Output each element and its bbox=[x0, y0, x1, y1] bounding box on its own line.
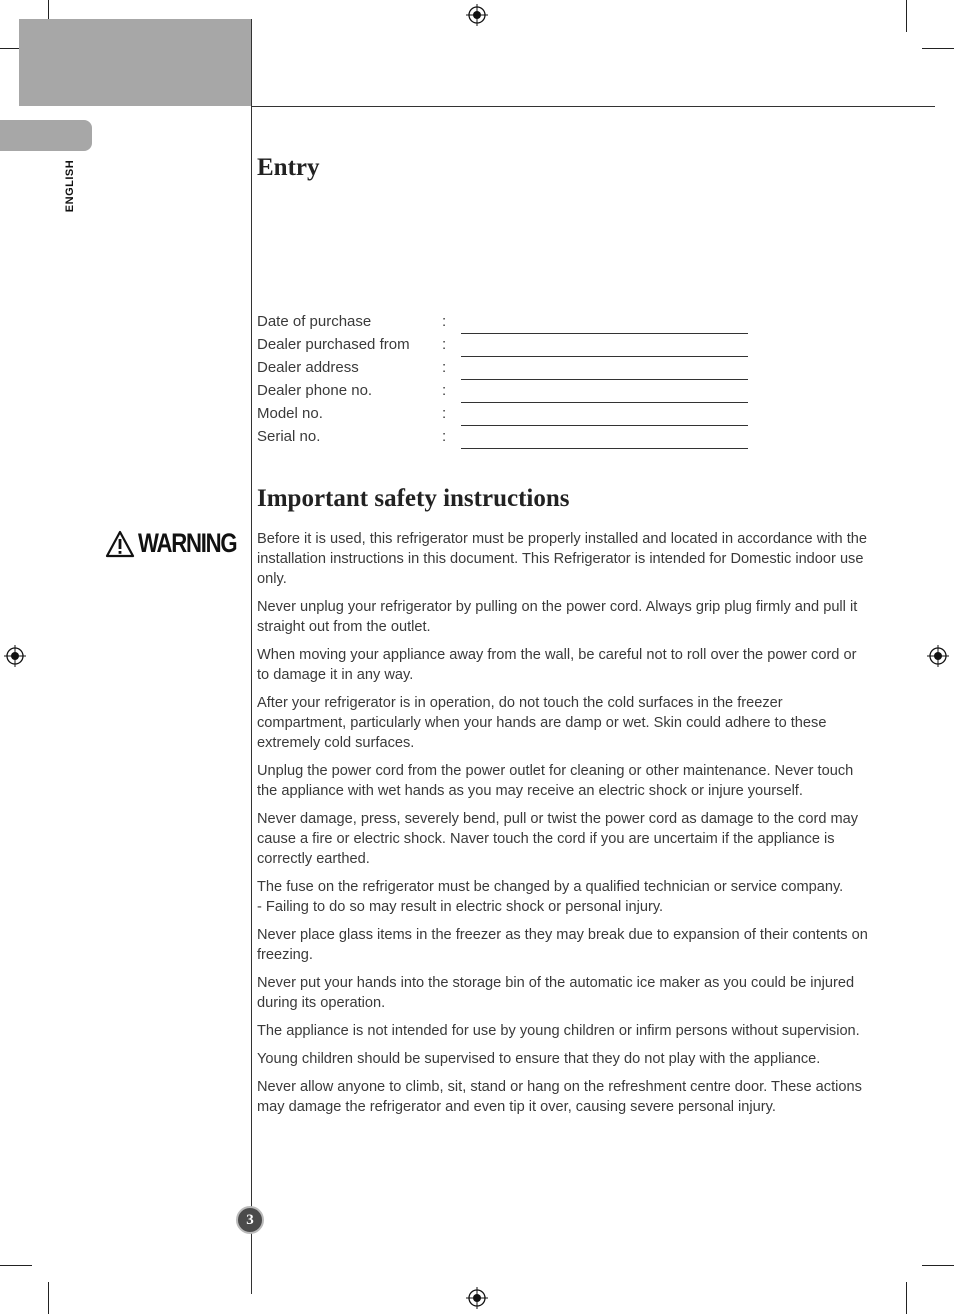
form-label: Dealer phone no. bbox=[257, 382, 373, 399]
page-number: 3 bbox=[236, 1206, 264, 1234]
form-row bbox=[257, 358, 757, 381]
form-label: Date of purchase bbox=[257, 313, 372, 330]
form-row bbox=[257, 404, 757, 427]
paragraph: The appliance is not intended for use by young children or infirm persons without supervision. bbox=[257, 1023, 860, 1039]
entry-form bbox=[257, 312, 757, 450]
warning-triangle-icon bbox=[105, 530, 135, 558]
form-row bbox=[257, 427, 757, 450]
form-colon: : bbox=[442, 382, 447, 399]
entry-heading: Entry bbox=[257, 154, 320, 181]
crop-mark bbox=[48, 1282, 49, 1314]
crop-mark bbox=[922, 48, 954, 49]
form-blank-line[interactable] bbox=[461, 333, 748, 334]
form-colon: : bbox=[442, 336, 447, 353]
warning-label bbox=[105, 528, 258, 559]
form-label: Dealer purchased from bbox=[257, 336, 410, 353]
paragraph: Never damage, press, severely bend, pull or twist the power cord as damage to the cord may cause a fire or electric shock. Naver touch the cord if you are uncertaim if the appliance is correctly earthed. bbox=[257, 811, 859, 867]
paragraph: Never unplug your refrigerator by pulling on the power cord. Always grip plug firmly and pull it straight out from the outlet. bbox=[257, 599, 858, 635]
form-row bbox=[257, 381, 757, 404]
paragraph: Young children should be supervised to ensure that they do not play with the appliance. bbox=[257, 1051, 821, 1067]
registration-mark-icon bbox=[466, 1287, 488, 1309]
form-blank-line[interactable] bbox=[461, 425, 748, 426]
form-row bbox=[257, 312, 757, 335]
form-label: Serial no. bbox=[257, 428, 321, 445]
paragraph: Never place glass items in the freezer as they may break due to expansion of their contents on freezing. bbox=[257, 927, 868, 963]
registration-mark-icon bbox=[4, 645, 26, 667]
header-rule bbox=[251, 106, 935, 107]
form-colon: : bbox=[442, 359, 447, 376]
paragraph: Before it is used, this refrigerator must be properly installed and located in accordance with the installation instructions in this document. This Refrigerator is intended for Domestic indoor use only. bbox=[257, 531, 868, 587]
paragraph-fuse-text: The fuse on the refrigerator must be changed by a qualified technician or service company. bbox=[257, 879, 844, 895]
crop-mark bbox=[906, 0, 907, 32]
fuse-note: - Failing to do so may result in electric shock or personal injury. bbox=[257, 899, 664, 915]
header-gray-block bbox=[19, 19, 251, 106]
form-blank-line[interactable] bbox=[461, 402, 748, 403]
crop-mark bbox=[906, 1282, 907, 1314]
form-colon: : bbox=[442, 405, 447, 422]
language-tab bbox=[0, 120, 92, 151]
form-blank-line[interactable] bbox=[461, 379, 748, 380]
paragraph: After your refrigerator is in operation, do not touch the cold surfaces in the freezer compartment, particularly when your hands are damp or wet. Skin could adhere to these extremely cold surfaces. bbox=[257, 695, 827, 751]
paragraph: Never put your hands into the storage bin of the automatic ice maker as you could be injured during its operation. bbox=[257, 975, 855, 1011]
safety-heading: Important safety instructions bbox=[257, 485, 570, 512]
paragraph: When moving your appliance away from the wall, be careful not to roll over the power cord or to damage it in any way. bbox=[257, 647, 857, 683]
form-blank-line[interactable] bbox=[461, 356, 748, 357]
language-label: ENGLISH bbox=[64, 159, 76, 213]
paragraph-fuse bbox=[257, 877, 869, 917]
crop-mark bbox=[922, 1265, 954, 1266]
registration-mark-icon bbox=[927, 645, 949, 667]
form-blank-line[interactable] bbox=[461, 448, 748, 449]
form-label: Model no. bbox=[257, 405, 323, 422]
form-row bbox=[257, 335, 757, 358]
form-label: Dealer address bbox=[257, 359, 359, 376]
warning-text: WARNING bbox=[138, 528, 237, 558]
form-colon: : bbox=[442, 313, 447, 330]
registration-mark-icon bbox=[466, 4, 488, 26]
form-colon: : bbox=[442, 428, 447, 445]
margin-rule bbox=[251, 19, 252, 1294]
paragraph: Never allow anyone to climb, sit, stand or hang on the refreshment centre door. These actions may damage the refrigerator and even tip it over, causing severe personal injury. bbox=[257, 1079, 862, 1115]
paragraph: Unplug the power cord from the power outlet for cleaning or other maintenance. Never touch the appliance with wet hands as you may receive an electric shock or injure yourself. bbox=[257, 763, 854, 799]
safety-paragraphs bbox=[257, 529, 869, 1125]
crop-mark bbox=[0, 1265, 32, 1266]
